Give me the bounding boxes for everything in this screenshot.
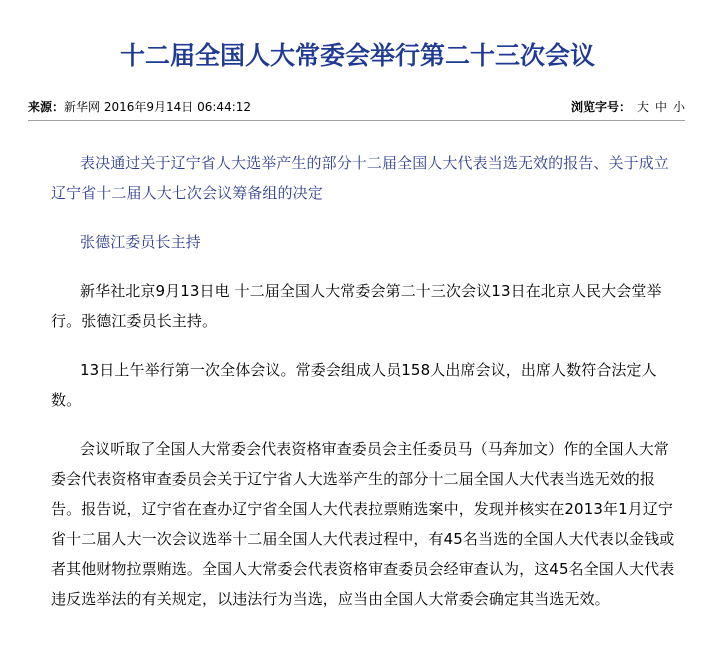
article-title: 十二届全国人大常委会举行第二十三次会议 [119,41,595,70]
article-subhead: 张德江委员长主持 [80,233,201,251]
font-size-large-link[interactable]: 大 [636,100,649,114]
source-name: 新华网 [64,100,101,114]
header-divider [28,120,685,121]
article-paragraph: 13日上午举行第一次全体会议。常委会组成人员158人出席会议，出席人数符合法定人数。 [51,361,657,409]
article-body [51,148,675,633]
article-paragraph: 会议听取了全国人大常委会代表资格审查委员会主任委员马（马奔加文）作的全国人大常委会代表资格审查委员会关于辽宁省人大选举产生的部分十二届全国人大代表当选无效的报告。报告说，辽宁省在查办辽宁省全国人大代表拉票贿选案中，发现并核实在2013年1月辽宁省十二届人大一次会议选举十二届全国人大代表过程中，有45名当选的全国人大代表以金钱或者其他财物拉票贿选。全国人大常委会代表资格审查委员会经审查认为，这45名全国人大代表违反选举法的有关规定，以违法行为当选，应当由全国人大常委会确定其当选无效。 [51,440,675,608]
source-info [28,97,251,117]
font-size-small-link[interactable]: 小 [672,100,685,114]
article-lead: 表决通过关于辽宁省人大选举产生的部分十二届全国人大代表当选无效的报告、关于成立辽宁省十二届人大七次会议筹备组的决定 [51,154,669,202]
font-size-medium-link[interactable]: 中 [654,100,667,114]
font-size-label: 浏览字号： [570,100,631,114]
publish-datetime: 2016年9月14日 06:44:12 [103,100,252,114]
article-paragraph: 新华社北京9月13日电 十二届全国人大常委会第二十三次会议13日在北京人民大会堂举行。张德江委员长主持。 [51,282,662,330]
article-meta [28,97,685,117]
font-size-controls [571,97,685,117]
source-label: 来源： [28,100,65,114]
